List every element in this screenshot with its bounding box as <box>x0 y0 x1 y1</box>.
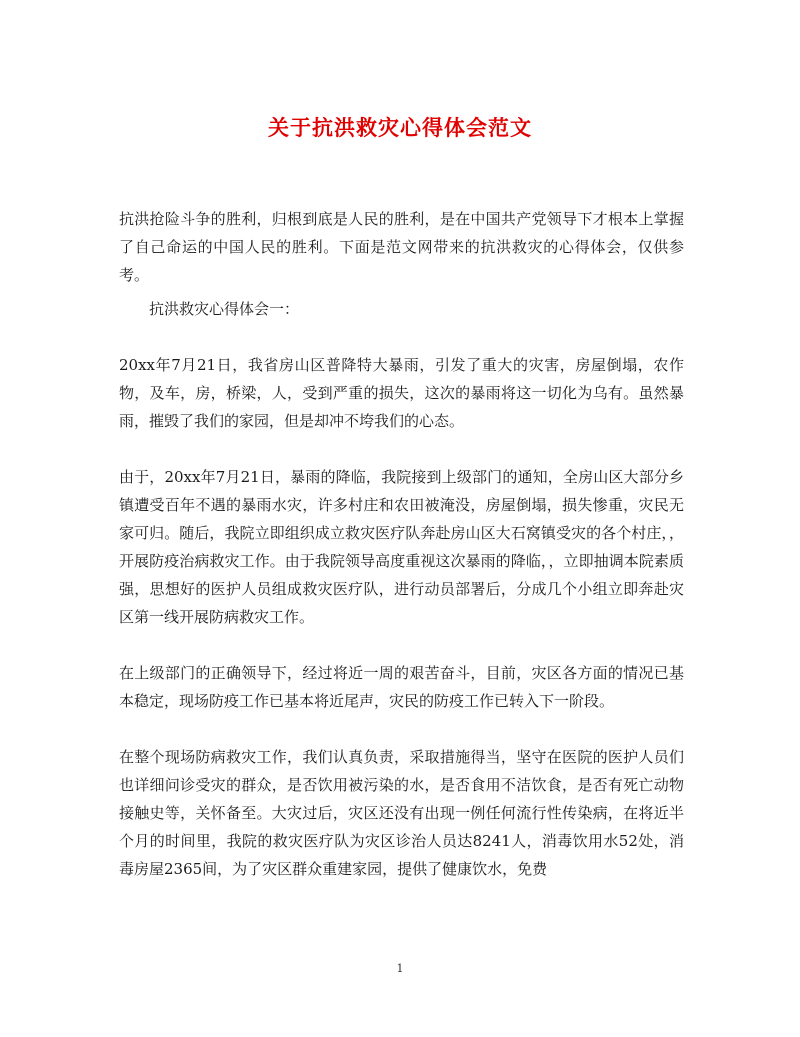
body-paragraph-1: 20xx年7月21日，我省房山区普降特大暴雨，引发了重大的灾害，房屋倒塌，农作物，及车，房，桥梁，人，受到严重的损失，这次的暴雨将这一切化为乌有。虽然暴雨，摧毁了我们的家园，但是却冲不垮我们的心态。 <box>119 356 684 430</box>
body-paragraph-3: 在上级部门的正确领导下，经过将近一周的艰苦奋斗，目前，灾区各方面的情况已基本稳定，现场防疫工作已基本将近尾声，灾民的防疫工作已转入下一阶段。 <box>119 664 684 710</box>
body-paragraph-4: 在整个现场防病救灾工作，我们认真负责，采取措施得当，坚守在医院的医护人员们也详细问诊受灾的群众，是否饮用被污染的水，是否食用不洁饮食，是否有死亡动物接触史等，关怀备至。大灾过后，灾区还没有出现一例任何流行性传染病，在将近半个月的时间里，我院的救灾医疗队为灾区诊治人员达8241人，消毒饮用水52处，消毒房屋2365间，为了灾区群众重建家园，提供了健康饮水，免费 <box>119 748 684 878</box>
document-title: 关于抗洪救灾心得体会范文 <box>268 115 532 140</box>
document-body <box>119 205 684 883</box>
section-heading: 抗洪救灾心得体会一： <box>149 300 300 318</box>
body-paragraph-2: 由于，20xx年7月21日，暴雨的降临，我院接到上级部门的通知，全房山区大部分乡镇遭受百年不遇的暴雨水灾，许多村庄和农田被淹没，房屋倒塌，损失惨重，灾民无家可归。随后，我院立即组织成立救灾医疗队奔赴房山区大石窝镇受灾的各个村庄，，开展防疫治病救灾工作。由于我院领导高度重视这次暴雨的降临，，立即抽调本院素质强，思想好的医护人员组成救灾医疗队，进行动员部署后，分成几个小组立即奔赴灾区第一线开展防病救灾工作。 <box>119 468 684 626</box>
page-number: 1 <box>396 962 404 975</box>
intro-paragraph: 抗洪抢险斗争的胜利，归根到底是人民的胜利，是在中国共产党领导下才根本上掌握了自己命运的中国人民的胜利。下面是范文网带来的抗洪救灾的心得体会，仅供参考。 <box>119 210 684 284</box>
